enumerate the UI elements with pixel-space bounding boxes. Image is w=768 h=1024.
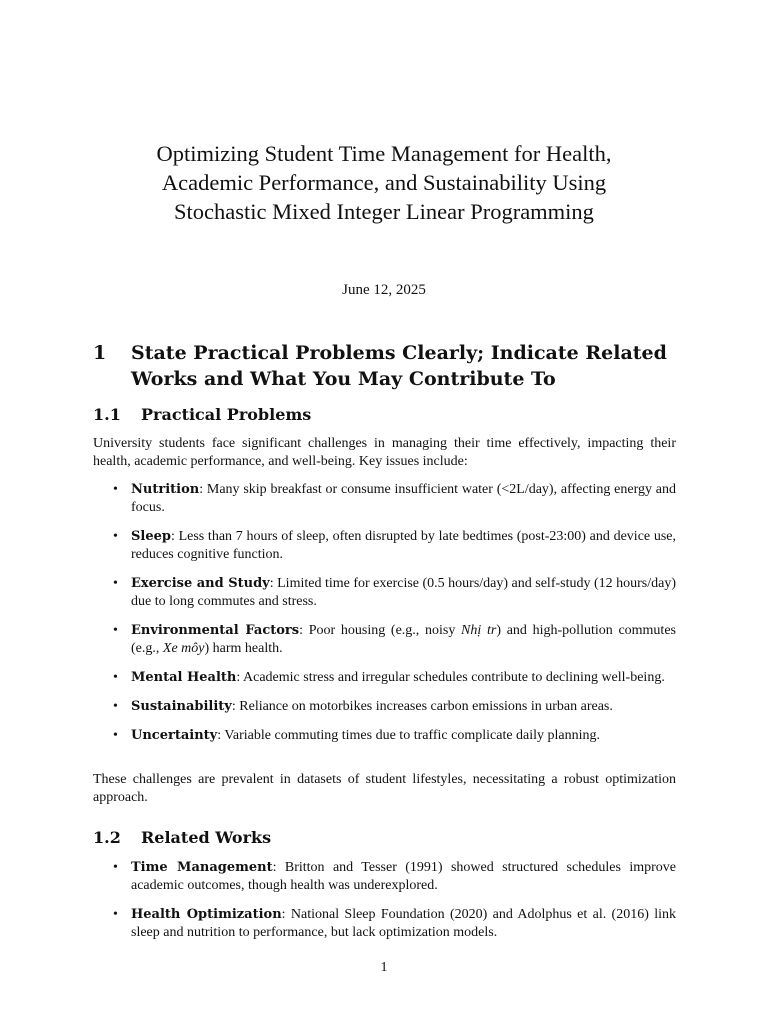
item-term: Exercise and Study xyxy=(131,576,270,591)
section-number: 1 xyxy=(93,342,107,364)
related-works-list xyxy=(93,859,676,953)
subsection-number: 1.1 xyxy=(93,405,121,424)
list-item xyxy=(93,575,676,611)
item-term: Mental Health xyxy=(131,670,237,685)
list-item xyxy=(93,528,676,564)
subsection-title: Practical Problems xyxy=(141,405,312,424)
item-text: : Variable commuting times due to traffic complicate daily planning. xyxy=(217,728,601,743)
list-item xyxy=(93,906,676,942)
item-text: ) and high-pollution commutes (e.g., xyxy=(131,623,676,656)
item-text: : Less than 7 hours of sleep, often disrupted by late bedtimes (post-23:00) and device use, reduces cognitive function. xyxy=(131,529,676,562)
bullet-glyph: • xyxy=(113,623,118,638)
bullet-glyph: • xyxy=(113,576,118,591)
subsection-number: 1.2 xyxy=(93,828,121,847)
item-text: : National Sleep Foundation (2020) and Adolphus et al. (2016) link sleep and nutrition to performance, but lack optimization models. xyxy=(131,907,676,940)
bullet-glyph: • xyxy=(113,482,118,497)
list-item xyxy=(93,669,676,687)
outro-paragraph: These challenges are prevalent in datasets of student lifestyles, necessitating a robust optimization approach. xyxy=(93,772,676,805)
bullet-glyph: • xyxy=(113,907,118,922)
item-text: : Reliance on motorbikes increases carbon emissions in urban areas. xyxy=(231,699,613,714)
item-term: Sleep xyxy=(131,529,171,544)
subsection-title: Related Works xyxy=(141,828,272,847)
item-italic: Nhị tr xyxy=(461,623,497,638)
paper-date: June 12, 2025 xyxy=(342,282,426,298)
item-term: Time Management xyxy=(131,860,273,875)
item-italic: Xe môy xyxy=(162,641,205,656)
item-term: Uncertainty xyxy=(131,728,218,743)
bullet-glyph: • xyxy=(113,670,118,685)
item-term: Nutrition xyxy=(131,482,200,497)
bullet-glyph: • xyxy=(113,728,118,743)
item-text: : Many skip breakfast or consume insufficient water (<2L/day), affecting energy and focus. xyxy=(131,482,676,515)
item-text: ) harm health. xyxy=(204,641,283,656)
item-text: : Britton and Tesser (1991) showed structured schedules improve academic outcomes, though health was underexplored. xyxy=(131,860,676,893)
list-item xyxy=(93,727,676,745)
bullet-glyph: • xyxy=(113,860,118,875)
list-item xyxy=(93,481,676,517)
problems-list xyxy=(93,481,676,756)
item-term: Health Optimization xyxy=(131,907,282,922)
item-text: : Academic stress and irregular schedules contribute to declining well-being. xyxy=(236,670,665,685)
title-line: Stochastic Mixed Integer Linear Programming xyxy=(174,199,594,224)
bullet-glyph: • xyxy=(113,529,118,544)
title-line: Academic Performance, and Sustainability Using xyxy=(161,170,607,195)
intro-paragraph: University students face significant challenges in managing their time effectively, impacting their health, academic performance, and well-being. Key issues include: xyxy=(93,436,676,469)
item-text: : Poor housing (e.g., noisy xyxy=(299,623,462,638)
page-number: 1 xyxy=(380,960,388,975)
title-line: Optimizing Student Time Management for Health, xyxy=(156,141,612,166)
list-item xyxy=(93,859,676,895)
item-term: Environmental Factors xyxy=(131,623,300,638)
bullet-glyph: • xyxy=(113,699,118,714)
paper-title xyxy=(60,139,708,226)
item-text: : Limited time for exercise (0.5 hours/day) and self-study (12 hours/day) due to long commutes and stress. xyxy=(131,576,677,609)
section-title: State Practical Problems Clearly; Indicate Related Works and What You May Contribute To xyxy=(131,342,667,390)
list-item xyxy=(93,622,676,658)
item-term: Sustainability xyxy=(131,699,232,714)
list-item xyxy=(93,698,676,716)
